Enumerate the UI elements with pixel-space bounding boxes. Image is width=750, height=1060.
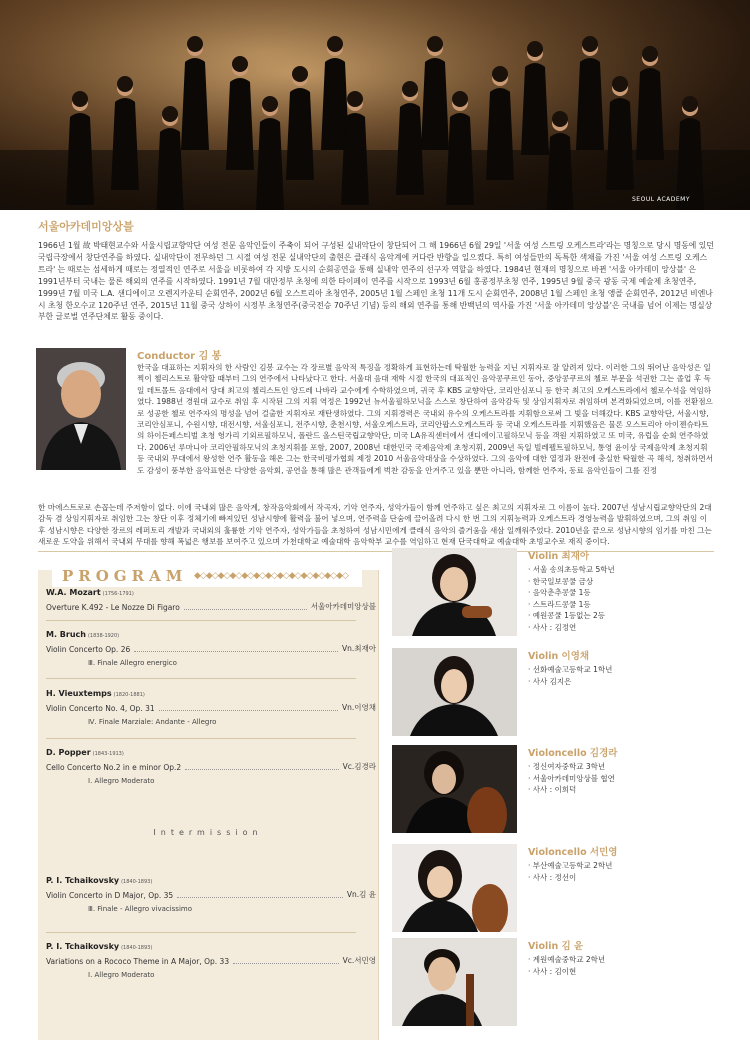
conductor-bio-part2: 한 마에스트로로 손꼽는데 주저함이 없다. 이에 국내외 많은 음악계, 창작음악회에서 작곡자, 기악 연주자, 성악가들이 함께 연주하고 싶은 최고의 지휘자로 그 이름이 높다. 2007년 성남시립교향악단의 2대 감독 겸 상임지휘자로 취임한 그는 창단 이후 정체기에 빠져있던 성남시향에 활력을 불어 넣으며, 연주력을 단숨에 끌어올려 다시 한 번 그의 지휘능력과 오케스트라 경영능력을 발휘하였으며, 그의 취임 이후 성남시향은 다양한 장르의 레퍼토리 개발과 국내외의 훌륭한 기악 연주자, 성악가들을 초청하여 성남시민에게 클래식 음악의 즐거움을 새삼 일깨워주었다. 2010년을 끝으로 성남시향의 임기를 마친 그는 새로운 도약을 위해서 국내외 무대를 향해 폭넓은 행보를 보여주고 있으며 가천대학교 예술대학 음악학부 교수를 역임하고 현재 단국대학교 예술대학 초빙교수로 재직 중이다.: [38, 503, 712, 547]
section-divider: [38, 551, 714, 552]
program-title: PROGRAM: [62, 567, 188, 585]
performer-name: Violoncello 서민영: [528, 847, 618, 858]
detail-item: · 선화예술고등학교 1학년: [528, 664, 612, 676]
performer-photo-violin: [392, 938, 517, 1026]
program-item: [46, 748, 376, 785]
work-title: Cello Concerto No.2 in e minor Op.2: [46, 763, 182, 772]
performer-photo-violin: [392, 548, 517, 636]
performer: Vc.서민영: [342, 956, 376, 965]
detail-item: · 스트라드콩쿨 1등: [528, 599, 615, 611]
detail-item: · 음악춘추콩쿨 1등: [528, 587, 615, 599]
detail-item: · 서울 송의초등학교 5학년: [528, 564, 615, 576]
performer: Vn.이영채: [341, 703, 376, 712]
performer-photo-violin: [392, 648, 517, 736]
composer-years: (1840-1893): [121, 879, 153, 885]
composer-years: (1820-1881): [113, 692, 145, 698]
performer-details: [528, 564, 615, 634]
performer: 서울아카데미앙상블: [310, 602, 376, 611]
performer: Vn.김 윤: [346, 890, 376, 899]
orchestra-silhouettes: [0, 0, 750, 210]
detail-item: · 계원예술중학교 2학년: [528, 954, 605, 966]
movement: Ⅰ. Allegro Moderato: [88, 777, 155, 785]
work-title: Overture K.492 - Le Nozze Di Figaro: [46, 603, 180, 612]
conductor-bio-part1: 한국을 대표하는 지휘자의 한 사람인 김봉 교수는 각 장르별 음악적 특징을 정확하게 표현하는데 탁월한 능력을 지닌 지휘자로 잘 알려져 있다. 이러한 그의 뛰어난 음악성은 일찍이 첼리스트로 활약할 때부터 그의 연주에서 나타났다고 한다. 서울대 음대 재학 시절 한국의 대표적인 음악콩쿠르인 동아, 중앙콩쿠르의 첼로 부문을 석권한 그는 졸업 후 독일 데트몰트 음대에서 당대 최고의 첼리스트인 앙드레 나바라 교수에게 수학하였으며, 귀국 후 KBS 교향악단, 코리안심포니 등 한국 최고의 오케스트라에서 첼로수석을 역임하였다. 1988년 경원대 교수로 취임 후 시작된 그의 지휘 역정은 1992년 뉴서울필하모닉을 스스로 창단하여 음악감독 및 상임지휘자로 취임하며 본격화되었으며, 이를 전환점으로 성공한 첼로 연주자의 명성을 넘어 걸출한 지휘자로 재탄생하였다. 그의 지휘경력은 국내외 유수의 오케스트라를 지휘함으로써 그 빛을 더해갔다. KBS 교향악단, 서울시향, 코리안심포니, 수원시향, 대전시향, 서울심포니, 전주시향, 춘천시향, 서울오케스트라, 코리안팝스오케스트라 등 국내 오케스트라를 지휘했음은 물론 오스트리아 아이젠슈타트의 하이든페스티벌 초청 헝가리 기외르필하모닉, 폴란드 올스틴국립교향악단, 미국 LA유직센터에서 샌디에이고필하모닉 등을 객원 지휘하였고 또 미국, 유럽을 순회 연주하였다. 2006년 루마니아 코리안필하모닉의 초청지휘를 포함, 2007, 2008년 대한민국 국제음악제 초청지휘, 2009년 독일 빌레펠트필하모닉, 통영 윤이상 국제음악제 초청지휘 등 국내외 무대에서 왕성한 연주 활동을 해온 그는 한국비평가협회 제정 2010 서울음악대상을 수상하였다. 그의 음악에 대한 열정과 완전에 충실한 탁월한 곡 해석, 청취하면서도 감성이 풍부한 음악표현은 다양한 음악회, 공연을 통해 많은 관객들에게 벅찬 감동을 안겨주고 있을 뿐만 아니라, 함께한 연주자, 동료 음악인들이 그를 진정: [137, 363, 714, 475]
performer: Vc.김경라: [342, 762, 376, 771]
detail-item: · 정신여자중학교 3학년: [528, 761, 615, 773]
ensemble-logo: SEOUL ACADEMY: [632, 196, 691, 203]
conductor-title: Conductor 김 봉: [137, 351, 222, 362]
performer-details: [528, 761, 615, 796]
composer-years: (1756-1791): [102, 591, 134, 597]
program-separator: [46, 620, 356, 621]
intermission-label: Intermission: [153, 828, 263, 837]
performer-photo-cello: [392, 844, 517, 932]
orchestra-photo: [0, 0, 750, 210]
dot-leader: [233, 963, 339, 964]
composer-name: H. Vieuxtemps: [46, 689, 112, 698]
movement: Ⅳ. Finale Marziale: Andante - Allegro: [88, 718, 217, 726]
composer-name: P. I. Tchaikovsky: [46, 876, 120, 885]
composer-years: (1843-1913): [92, 751, 124, 757]
movement: Ⅲ. Finale Allegro energico: [88, 659, 177, 667]
ensemble-title: 서울아카데미앙상블: [38, 220, 134, 233]
program-separator: [46, 738, 356, 739]
composer-years: (1838-1920): [87, 633, 120, 639]
program-item: [46, 942, 376, 979]
composer-name: P. I. Tchaikovsky: [46, 942, 120, 951]
composer-name: W.A. Mozart: [46, 588, 101, 597]
detail-item: · 한국일보콩쿨 금상: [528, 576, 615, 588]
detail-item: · 사사 : 김이현: [528, 966, 605, 978]
performer-photo-cello: [392, 745, 517, 833]
dot-leader: [134, 651, 338, 652]
dot-leader: [185, 769, 338, 770]
performer-name: Violin 이영채: [528, 651, 590, 662]
detail-item: · 서울아카데미앙상블 협연: [528, 773, 615, 785]
detail-item: · 사사 : 이희덕: [528, 784, 615, 796]
conductor-photo: [36, 348, 126, 470]
detail-item: · 부산예술고등학교 2학년: [528, 860, 612, 872]
detail-item: · 사사 : 정선이: [528, 872, 612, 884]
dot-leader: [159, 710, 338, 711]
ensemble-description: 1966년 1월 故 박태현교수와 서울시립교향악단 여성 전문 음악인들이 주축이 되어 구성된 실내악단이 창단되어 그 해 1966년 6월 29일 '서울 여성 스트링 오케스트라'라는 명칭으로 당시 명동에 있던 국립극장에서 창단연주를 하였다. 실내악단이 전무하던 그 시절 여성 전문 실내악단의 출현은 클래식 음악계에 커다란 반향을 일으켰다. 특히 여성들만의 독특한 색채를 가진 '서울 여성 스트링 오케스트라' 는 때로는 섬세하게 때로는 정열적인 연주로 서울을 비롯하여 각 지방 도시의 순회공연을 통해 실내악 연주의 선구자 역할을 하였다. 1984년 현재의 명칭으로 바뀐 '서울 아카데미 앙상블' 은 1991년부터 국내는 물론 해외의 연주를 시작하였다. 1991년 7월 대만정부 초청에 의한 타이페이 연주를 시작으로 1993년 6월 홍콩정부초청 연주, 1995년 9월 중국 광동 국제 예술제 초청연주, 1999년 7월 미국 L.A. 샌디에이고 오렌지카운티 순회연주, 2002년 6월 오스트리아 초청연주, 2005년 1월 스페인 초청 11개 도시 순회연주, 2008년 1월 스페인 초청 앵콜 순회연주, 2012년 비엔나시 초청 한오수교 120주년 연주, 2015년 11월 중국 상하이 시정부 초청연주(중국전승 70주년 기념) 등의 해외 연주를 통해 반백년의 역사를 가진 '서울 아카데미 앙상블'은 국내를 넘어 이제는 명실상부한 글로벌 연주단체로 활동 중이다.: [38, 241, 714, 322]
work-title: Variations on a Rococo Theme in A Major, Op. 33: [46, 957, 230, 966]
detail-item: · 사사 김지은: [528, 676, 612, 688]
composer-name: D. Popper: [46, 748, 91, 757]
dot-leader: [177, 897, 343, 898]
program-item: [46, 689, 376, 726]
movement: Ⅲ. Finale - Allegro vivacissimo: [88, 905, 193, 913]
performer-details: [528, 954, 605, 977]
program-panel: [38, 567, 379, 1040]
program-item: [46, 588, 376, 612]
work-title: Violin Concerto No. 4, Op. 31: [46, 704, 155, 713]
program-item: [46, 876, 376, 913]
detail-item: · 예원콩쿨 1등없는 2등: [528, 610, 615, 622]
ornament-divider: ◆◇◆◇◆◇◆◇◆◇◆◇◆◇◆◇◆◇◆◇◆◇◆◇◆◇: [194, 571, 348, 581]
program-item: [46, 630, 376, 667]
movement: Ⅰ. Allegro Moderato: [88, 971, 155, 979]
work-title: Violin Concerto Op. 26: [46, 645, 131, 654]
program-separator: [46, 932, 356, 933]
performer-details: [528, 664, 612, 687]
composer-years: (1840-1893): [121, 945, 153, 951]
program-separator: [46, 678, 356, 679]
performer-name: Violin 김 윤: [528, 941, 584, 952]
performer-name: Violin 최재아: [528, 551, 590, 562]
composer-name: M. Bruch: [46, 630, 86, 639]
detail-item: · 사사 : 김정연: [528, 622, 615, 634]
performer: Vn.최재아: [341, 644, 376, 653]
work-title: Violin Concerto in D Major, Op. 35: [46, 891, 174, 900]
program-header: [52, 567, 362, 587]
dot-leader: [184, 609, 307, 610]
performer-details: [528, 860, 612, 883]
performer-name: Violoncello 김경라: [528, 748, 618, 759]
